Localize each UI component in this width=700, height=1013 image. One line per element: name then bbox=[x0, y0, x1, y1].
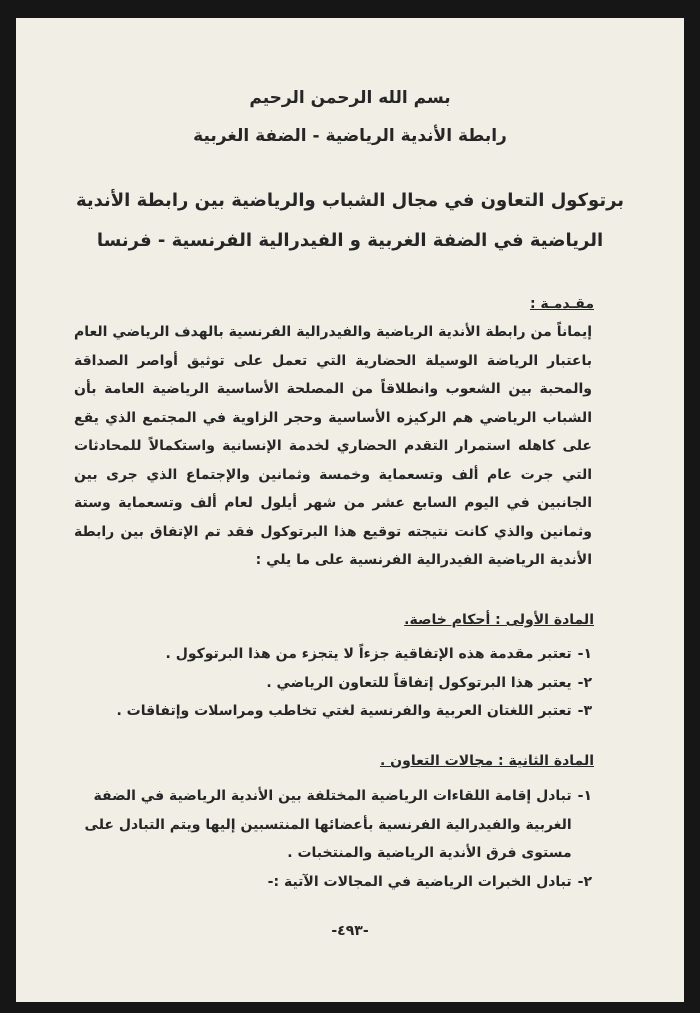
page-number: -٤٩٣- bbox=[331, 923, 369, 939]
list-item bbox=[74, 782, 592, 868]
list-item bbox=[74, 669, 592, 698]
intro-paragraph: إيماناً من رابطة الأندية الرياضية والفيدرالية الفرنسية بالهدف الرياضي العام باعتبار الرياضة الوسيلة الحضارية التي تعمل على توثيق أواصر الصداقة والمحبة بين الشعوب وانطلاقاً من المصلحة الأساسية الرياضية العامة بأن الشباب الرياضي هم الركيزه الأساسية وحجر الزاوية في المجتمع الذي يقع على كاهله استمرار التقدم الحضاري لخدمة الإنسانية واستكمالاً للمحادثات التي جرت عام ألف وتسعماية وخمسة وثمانين والإجتماع الذي جرى بين الجانبين في اليوم السابع عشر من شهر أيلول لعام ألف وتسعماية وستة وثمانين والذي كانت نتيجته توقيع هذا البرتوكول فقد تم الإتفاق بين رابطة الأندية الرياضية الفيدرالية الفرنسية على ما يلي : bbox=[74, 324, 592, 568]
item-number: ٢- bbox=[577, 873, 592, 890]
list-item bbox=[74, 868, 592, 897]
item-text: تبادل الخبرات الرياضية في المجالات الآتية :- bbox=[267, 873, 572, 890]
list-item bbox=[74, 697, 592, 726]
item-number: ٣- bbox=[577, 703, 592, 719]
protocol-title: برتوكول التعاون في مجال الشباب والرياضية بين رابطة الأندية الرياضية في الضفة الغربية و الفيدرالية الفرنسية - فرنسا bbox=[75, 190, 625, 251]
league-name: رابطة الأندية الرياضية - الضفة الغربية bbox=[193, 126, 507, 146]
document-page bbox=[16, 18, 684, 1002]
item-text: تعتبر مقدمة هذه الإتفاقية جزءاً لا يتجزء من هذا البرتوكول . bbox=[165, 646, 572, 662]
item-number: ١- bbox=[577, 788, 592, 804]
intro-heading: مقـدمـة : bbox=[529, 296, 594, 312]
article1-heading: المادة الأولى : أحكام خاصة. bbox=[404, 612, 594, 628]
item-number: ١- bbox=[577, 646, 592, 662]
basmala: بسم الله الرحمن الرحيم bbox=[249, 88, 451, 108]
article2-heading: المادة الثانية : مجالات التعاون . bbox=[379, 753, 594, 769]
item-text: يعتبر هذا البرتوكول إتفاقاً للتعاون الرياضي . bbox=[266, 674, 572, 691]
item-number: ٢- bbox=[577, 674, 592, 691]
item-text: تعتبر اللغتان العربية والفرنسية لغتي تخاطب ومراسلات وإتفاقات . bbox=[116, 703, 572, 719]
article2-list bbox=[74, 782, 592, 896]
item-text: تبادل إقامة اللقاءات الرياضية المختلفة بين الأندية الرياضية في الضفة الغربية والفيدرالية الفرنسية بأعضائها المنتسبين إليها ويتم التبادل على مستوى فرق الأندية الرياضية والمنتخبات . bbox=[84, 788, 572, 861]
list-item bbox=[74, 640, 592, 669]
article1-list bbox=[74, 640, 592, 726]
